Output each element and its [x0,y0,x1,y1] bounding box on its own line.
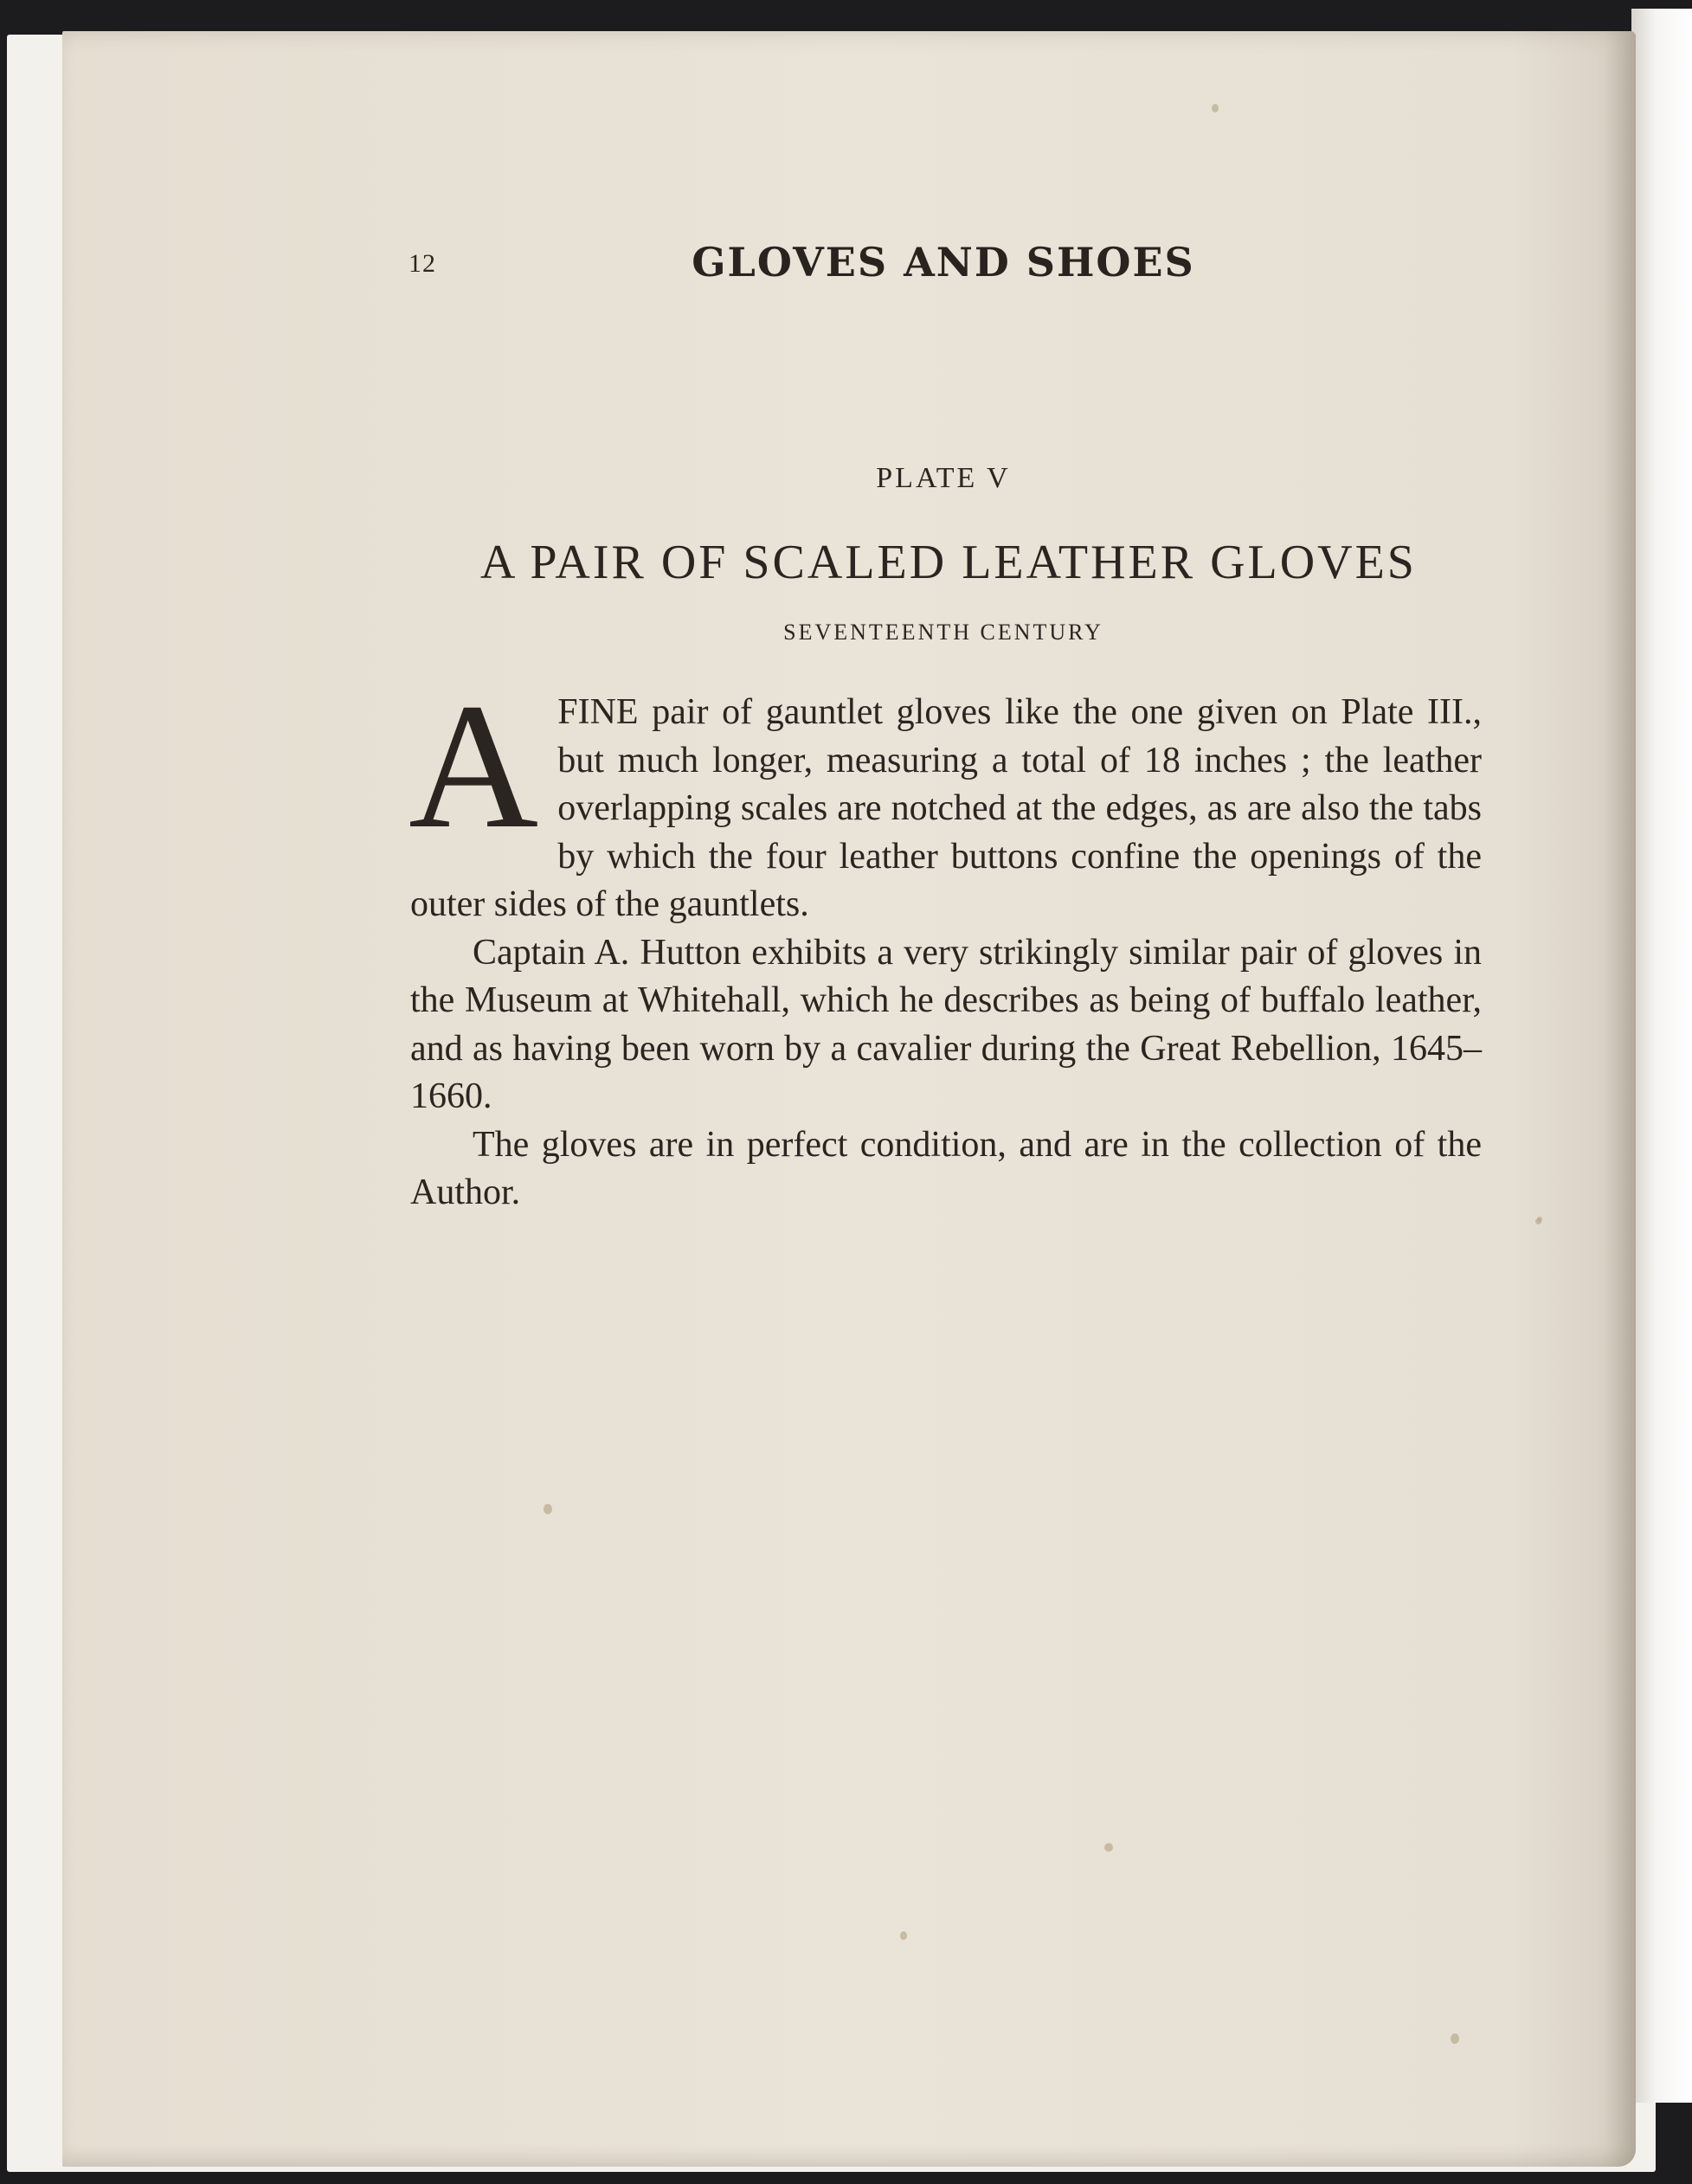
plate-label: PLATE V [876,462,1011,494]
paper-speck [1535,1218,1541,1224]
paragraph-1 [409,666,1482,929]
paragraph-2: Captain A. Hutton exhibits a very strikingly similar pair of gloves in the Museum at Whitehall, which he describes as being of buffalo leather, and as having been worn by a cavalier during the Great Rebellion, 1645–1660. [410,932,1482,1116]
plate-title: A PAIR OF SCALED LEATHER GLOVES [480,536,1417,589]
paper-speck [1212,104,1219,112]
paper-speck [1104,1843,1113,1852]
paper-speck [900,1931,907,1940]
paper-speck [544,1504,552,1514]
plate-subtitle: SEVENTEENTH CENTURY [783,620,1103,645]
running-head: GLOVES AND SHOES [692,239,1195,286]
paper-speck [1451,2033,1459,2044]
paragraph-3: The gloves are in perfect condition, and are in the collection of the Author. [410,1124,1482,1212]
drop-cap: A [409,666,539,865]
page-stack-edge [1631,9,1692,2103]
page-number: 12 [409,249,436,278]
body-text [409,666,1482,1217]
paragraph-1-text: FINE pair of gauntlet gloves like the one given on Plate III., but much longer, measuring a total of 18 inches ; the leather overlapping scales are notched at the edges, as are also the tabs by which the four leather buttons confine the openings of the outer sides of the gauntlets. [410,692,1482,924]
